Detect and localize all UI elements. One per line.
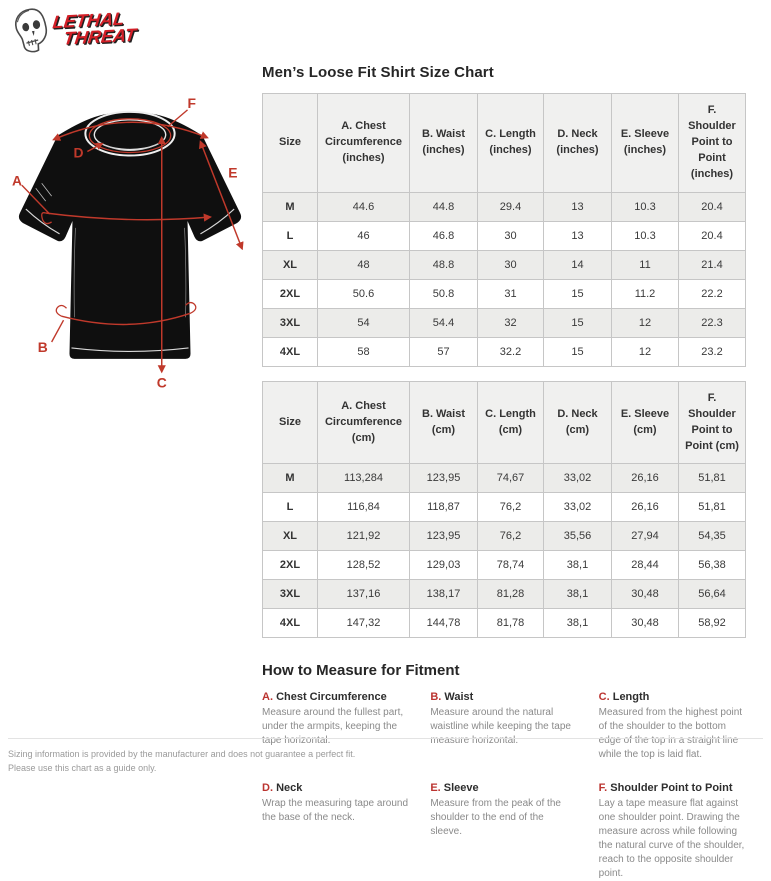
value-cell: 31 (478, 279, 544, 308)
value-cell: 129,03 (410, 551, 478, 580)
page-title: Men’s Loose Fit Shirt Size Chart (262, 64, 494, 81)
table-row (263, 192, 746, 221)
measure-title (262, 691, 408, 703)
column-header: C. Length (inches) (478, 94, 544, 193)
value-cell: 57 (410, 337, 478, 366)
value-cell: 54.4 (410, 308, 478, 337)
column-header: A. Chest Circumference (inches) (318, 94, 410, 193)
measure-letter: F. (598, 782, 611, 795)
value-cell: 144,78 (410, 609, 478, 638)
size-cell: 4XL (263, 609, 318, 638)
measure-letter: A. (262, 691, 277, 704)
column-header: D. Neck (inches) (544, 94, 612, 193)
size-cell: XL (263, 522, 318, 551)
value-cell: 26,16 (612, 493, 679, 522)
label-e: E (228, 164, 238, 181)
header-row (263, 94, 746, 193)
table-row (263, 250, 746, 279)
measure-title (430, 782, 576, 794)
value-cell: 50.8 (410, 279, 478, 308)
value-cell: 138,17 (410, 580, 478, 609)
value-cell: 123,95 (410, 522, 478, 551)
measure-item (430, 782, 576, 881)
value-cell: 38,1 (544, 580, 612, 609)
value-cell: 22.3 (679, 308, 746, 337)
value-cell: 13 (544, 221, 612, 250)
size-cell: L (263, 221, 318, 250)
table-row (263, 279, 746, 308)
value-cell: 46 (318, 221, 410, 250)
value-cell: 50.6 (318, 279, 410, 308)
skull-icon (12, 6, 56, 58)
measure-description: Wrap the measuring tape around the base of the neck. (262, 798, 409, 824)
value-cell: 137,16 (318, 580, 410, 609)
value-cell: 81,28 (478, 580, 544, 609)
logo-line1: LETHAL (51, 8, 126, 33)
value-cell: 29.4 (478, 192, 544, 221)
value-cell: 30 (478, 250, 544, 279)
value-cell: 22.2 (679, 279, 746, 308)
table-row (263, 464, 746, 493)
table-row (263, 609, 746, 638)
measure-letter: B. (430, 691, 445, 704)
table-row (263, 580, 746, 609)
value-cell: 32.2 (478, 337, 544, 366)
value-cell: 48.8 (410, 250, 478, 279)
value-cell: 81,78 (478, 609, 544, 638)
value-cell: 56,38 (679, 551, 746, 580)
value-cell: 13 (544, 192, 612, 221)
value-cell: 48 (318, 250, 410, 279)
value-cell: 12 (612, 308, 679, 337)
table-row (263, 308, 746, 337)
value-cell: 147,32 (318, 609, 410, 638)
label-c: C (156, 374, 167, 391)
value-cell: 123,95 (410, 464, 478, 493)
value-cell: 58,92 (679, 609, 746, 638)
size-cell: 2XL (263, 551, 318, 580)
value-cell: 58 (318, 337, 410, 366)
table-row (263, 493, 746, 522)
size-cell: 2XL (263, 279, 318, 308)
value-cell: 15 (544, 279, 612, 308)
measure-description: Measured from the highest point of the shoulder to the bottom edge of the top in a straight line while the top is laid flat. (598, 707, 743, 761)
table-spacer (262, 367, 745, 381)
value-cell: 14 (544, 250, 612, 279)
measure-title-text: Shoulder Point to Point (610, 782, 733, 795)
value-cell: 51,81 (679, 493, 746, 522)
measure-title-text: Neck (276, 782, 303, 795)
column-header: A. Chest Circumference (cm) (318, 381, 410, 464)
value-cell: 15 (544, 308, 612, 337)
value-cell: 11.2 (612, 279, 679, 308)
measure-letter: C. (598, 691, 613, 704)
column-header: D. Neck (cm) (544, 381, 612, 464)
size-cell: M (263, 464, 318, 493)
column-header: F. Shoulder Point to Point (cm) (679, 381, 746, 464)
size-cell: XL (263, 250, 318, 279)
value-cell: 12 (612, 337, 679, 366)
measure-title-text: Length (612, 691, 650, 704)
label-b: B (37, 338, 48, 355)
value-cell: 10.3 (612, 221, 679, 250)
logo-line2: THREAT (62, 24, 138, 49)
value-cell: 44.8 (410, 192, 478, 221)
value-cell: 33,02 (544, 464, 612, 493)
column-header: Size (263, 94, 318, 193)
value-cell: 51,81 (679, 464, 746, 493)
measure-description: Lay a tape measure flat against one shoulder point. Drawing the measure across while following the natural curve of the shoulder, reach to the opposite shoulder point. (598, 798, 745, 880)
measure-letter: E. (430, 782, 444, 795)
measure-title (599, 782, 745, 794)
measure-title-text: Chest Circumference (276, 691, 387, 704)
column-header: B. Waist (inches) (410, 94, 478, 193)
measure-title-text: Sleeve (443, 782, 479, 795)
column-header: E. Sleeve (inches) (612, 94, 679, 193)
value-cell: 113,284 (318, 464, 410, 493)
measure-title (430, 691, 576, 703)
value-cell: 38,1 (544, 551, 612, 580)
column-header: F. Shoulder Point to Point (inches) (679, 94, 746, 193)
size-cell: M (263, 192, 318, 221)
value-cell: 35,56 (544, 522, 612, 551)
value-cell: 46.8 (410, 221, 478, 250)
measure-item (599, 782, 745, 881)
footer-line1: Sizing information is provided by the manufacturer and does not guarantee a perfect fit. (8, 749, 356, 759)
value-cell: 21.4 (679, 250, 746, 279)
footer-note (8, 738, 763, 775)
value-cell: 54,35 (679, 522, 746, 551)
value-cell: 27,94 (612, 522, 679, 551)
column-header: C. Length (cm) (478, 381, 544, 464)
value-cell: 118,87 (410, 493, 478, 522)
value-cell: 32 (478, 308, 544, 337)
measure-description: Measure around the natural waistline while keeping the tape measure horizontal. (430, 707, 571, 747)
value-cell: 33,02 (544, 493, 612, 522)
value-cell: 74,67 (478, 464, 544, 493)
value-cell: 20.4 (679, 221, 746, 250)
size-table-cm (262, 381, 746, 639)
value-cell: 30,48 (612, 609, 679, 638)
lethal-threat-logo (12, 6, 137, 58)
value-cell: 10.3 (612, 192, 679, 221)
table-row (263, 522, 746, 551)
measure-title-text: Waist (444, 691, 474, 704)
value-cell: 38,1 (544, 609, 612, 638)
value-cell: 15 (544, 337, 612, 366)
size-cell: 3XL (263, 580, 318, 609)
size-table-inches (262, 93, 746, 367)
size-cell: 3XL (263, 308, 318, 337)
value-cell: 44.6 (318, 192, 410, 221)
value-cell: 116,84 (318, 493, 410, 522)
value-cell: 23.2 (679, 337, 746, 366)
value-cell: 56,64 (679, 580, 746, 609)
measure-grid (262, 691, 745, 881)
value-cell: 26,16 (612, 464, 679, 493)
measure-title (599, 691, 745, 703)
value-cell: 30 (478, 221, 544, 250)
column-header: B. Waist (cm) (410, 381, 478, 464)
header-row (263, 381, 746, 464)
value-cell: 54 (318, 308, 410, 337)
table-row (263, 551, 746, 580)
table-row (263, 221, 746, 250)
size-cell: L (263, 493, 318, 522)
label-d: D (73, 144, 84, 161)
label-a: A (11, 172, 22, 189)
value-cell: 11 (612, 250, 679, 279)
measure-letter: D. (262, 782, 277, 795)
measure-title (262, 782, 408, 794)
table-row (263, 337, 746, 366)
column-header: Size (263, 381, 318, 464)
value-cell: 28,44 (612, 551, 679, 580)
value-cell: 20.4 (679, 192, 746, 221)
value-cell: 76,2 (478, 522, 544, 551)
label-f: F (187, 94, 197, 111)
value-cell: 76,2 (478, 493, 544, 522)
value-cell: 30,48 (612, 580, 679, 609)
measure-heading: How to Measure for Fitment (262, 662, 460, 680)
value-cell: 128,52 (318, 551, 410, 580)
column-header: E. Sleeve (cm) (612, 381, 679, 464)
shirt-measurement-diagram (6, 94, 254, 392)
measure-description: Measure from the peak of the shoulder to the end of the sleeve. (430, 798, 561, 838)
size-cell: 4XL (263, 337, 318, 366)
measure-item (262, 782, 408, 881)
footer-line2: Please use this chart as a guide only. (8, 762, 157, 773)
value-cell: 78,74 (478, 551, 544, 580)
value-cell: 121,92 (318, 522, 410, 551)
measure-description: Measure around the fullest part, under the armpits, keeping the tape horizontal. (262, 707, 404, 747)
logo-wordmark (50, 10, 140, 49)
